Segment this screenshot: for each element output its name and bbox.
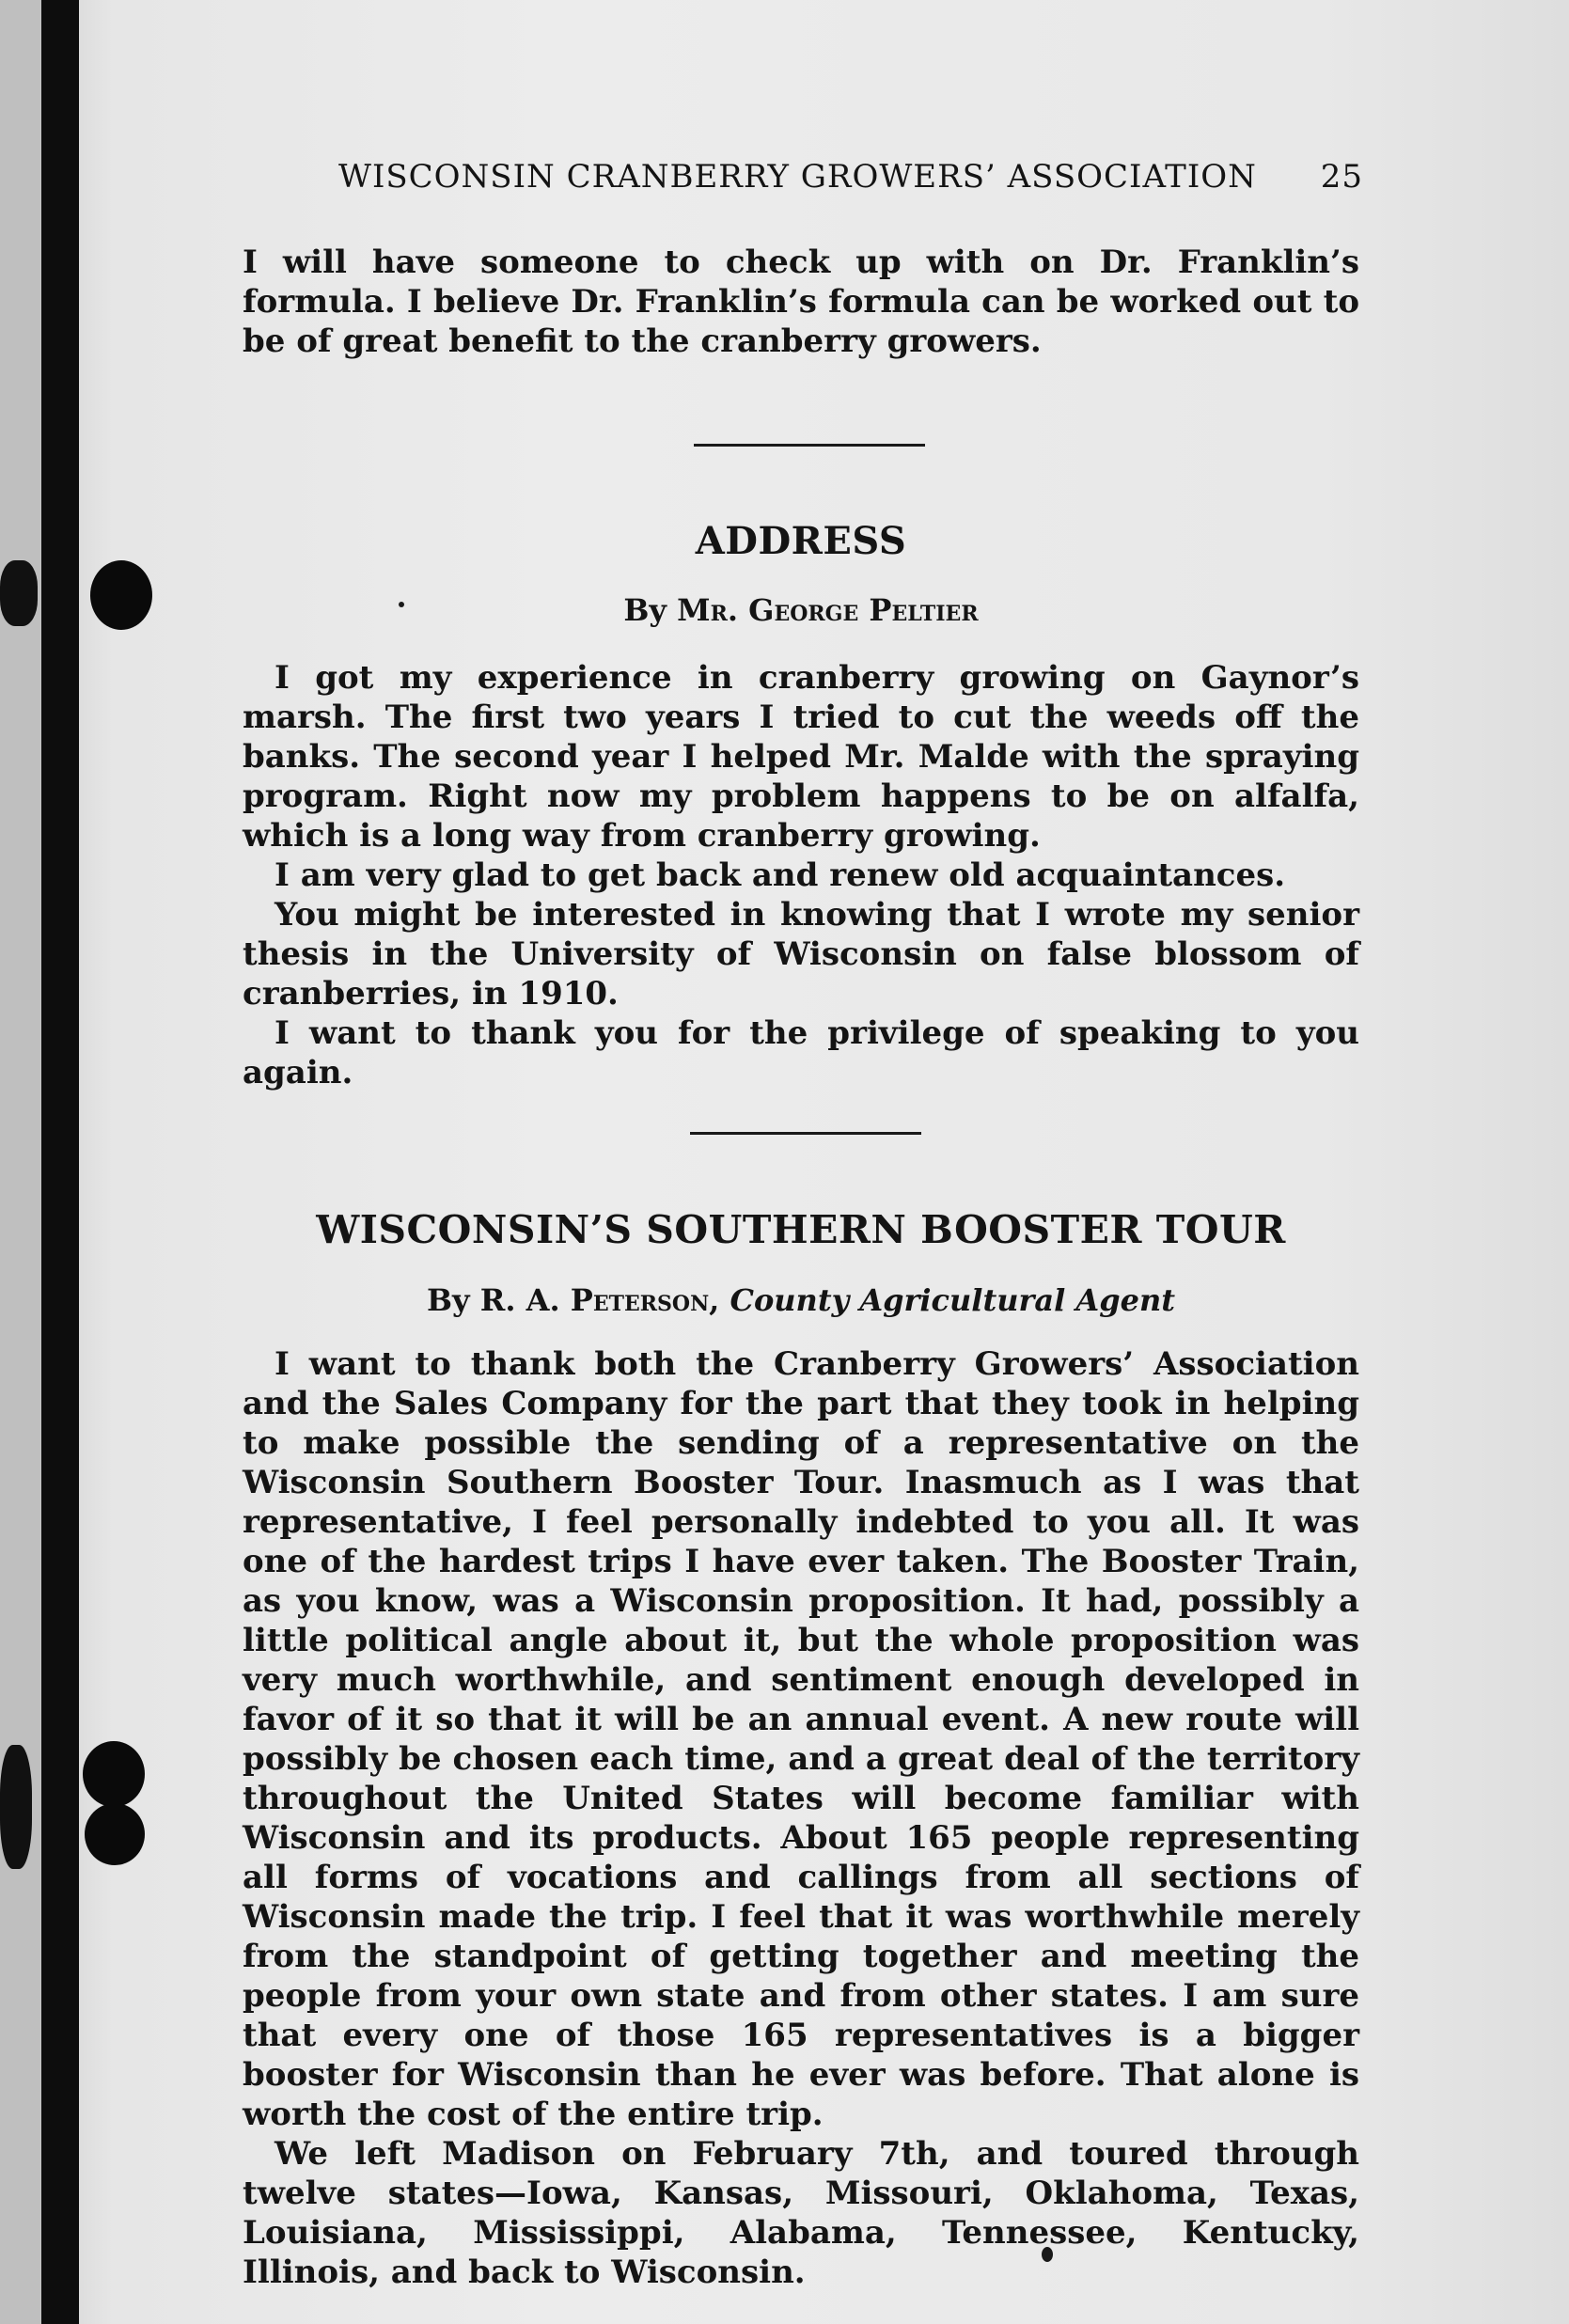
booster-tour-body (243, 1344, 1359, 2292)
running-head (338, 158, 1363, 196)
page-number: 25 (1320, 158, 1363, 196)
address-paragraph-3: You might be interested in knowing that I wrote my senior thesis in the University of Wisconsin on false blossom of cranberries, in 1910. (243, 896, 1359, 1013)
punch-hole-edge-lower (0, 1745, 32, 1869)
booster-tour-heading: WISCONSIN’S SOUTHERN BOOSTER TOUR (316, 1207, 1286, 1252)
booster-tour-byline (243, 1282, 1359, 1318)
booster-paragraph-1: I want to thank both the Cranberry Growers’ Association and the Sales Company for the part that they took in helping to make possible the sending of a representative on the Wisconsin Southern Booster Tour. Inasmuch as I was that representative, I feel personally indebted to you all. It was one of the hardest trips I have ever taken. The Booster Train, as you know, was a Wisconsin proposition. It had, possibly a little political angle about it, but the whole proposition was very much worthwhile, and sentiment enough developed in favor of it so that it will be an annual event. A new route will possibly be chosen each time, and a great deal of the territory throughout the United States will become familiar with Wisconsin and its products. About 165 people representing all forms of vocations and callings from all sections of Wisconsin made the trip. I feel that it was worthwhile merely from the standpoint of getting together and meeting the people from your own state and from other states. I am sure that every one of those 165 representatives is a bigger booster for Wisconsin than he ever was before. That alone is worth the cost of the entire trip. (243, 1345, 1359, 2133)
author-name: Mr. George Peltier (677, 592, 979, 628)
byline-prefix: By (427, 1282, 470, 1318)
address-byline (243, 592, 1359, 628)
author-name: R. A. Peterson, (479, 1282, 720, 1318)
section-divider-2 (690, 1132, 921, 1135)
punch-hole-lower-a (83, 1741, 145, 1807)
address-body (243, 658, 1359, 1092)
binding-strip (41, 0, 79, 2324)
section-divider-1 (694, 444, 925, 447)
booster-paragraph-2: We left Madison on February 7th, and toured through twelve states—Iowa, Kansas, Missouri, Oklahoma, Texas, Louisiana, Mississippi, Alabama, Tennessee, Kentucky, Illinois, and back to Wisconsin. (243, 2135, 1359, 2291)
byline-prefix: By (623, 592, 667, 628)
address-paragraph-4: I want to thank you for the privilege of speaking to you again. (243, 1014, 1359, 1091)
punch-hole-upper (90, 560, 152, 630)
address-paragraph-1: I got my experience in cranberry growing on Gaynor’s marsh. The first two years I tried to cut the weeds off the banks. The second year I helped Mr. Malde with the spraying program. Right now my problem happens to be on alfalfa, which is a long way from cranberry growing. (243, 659, 1359, 855)
author-title: County Agricultural Agent (730, 1282, 1175, 1318)
intro-paragraph: I will have someone to check up with on Dr. Franklin’s formula. I believe Dr. Franklin’s formula can be worked out to be of great benefit to the cranberry growers. (243, 243, 1359, 360)
punch-hole-edge-upper (0, 560, 38, 626)
page-edge (0, 0, 41, 2324)
address-paragraph-2: I am very glad to get back and renew old acquaintances. (275, 856, 1286, 894)
intro-text (243, 243, 1359, 361)
running-head-title: WISCONSIN CRANBERRY GROWERS’ ASSOCIATION (338, 158, 1257, 196)
address-heading: ADDRESS (695, 519, 907, 563)
punch-hole-lower-b (85, 1803, 145, 1865)
